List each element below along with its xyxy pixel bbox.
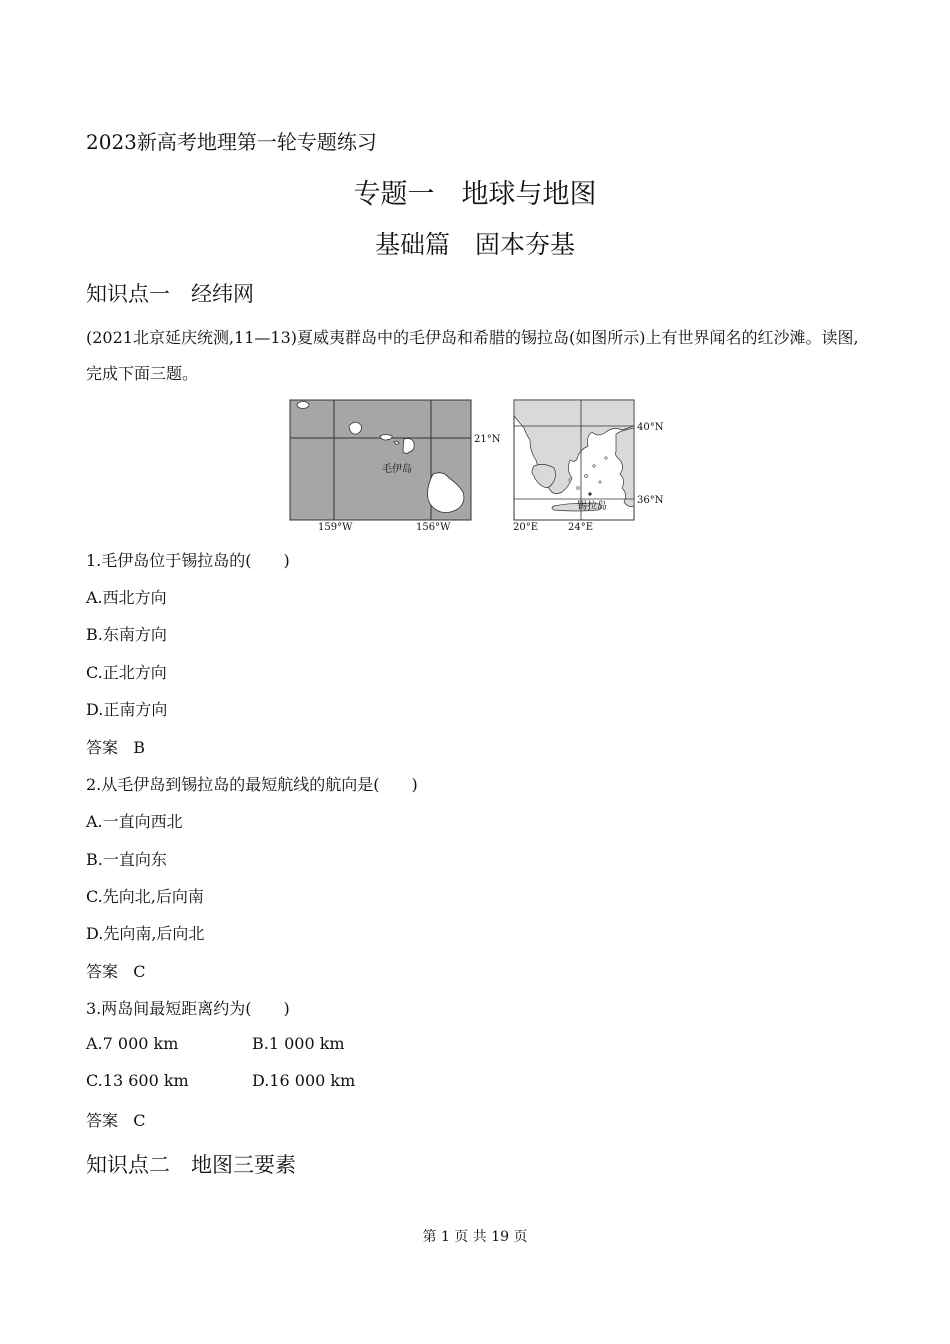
left-lon-label-1: 159°W (318, 522, 353, 533)
thera-marker (588, 492, 591, 495)
question-1-answer (86, 735, 145, 758)
map-figure (286, 396, 666, 534)
island-shape (297, 402, 309, 409)
left-lat-label: 21°N (474, 434, 501, 445)
page-footer: 第 1 页 共 19 页 (422, 1229, 528, 1245)
right-lat-label-2: 36°N (637, 495, 664, 506)
answer-label: 答案 (86, 962, 119, 981)
question-3-option-c: C.13 600 km (86, 1071, 189, 1090)
question-1-option-b: B.东南方向 (86, 625, 167, 644)
section-heading-2: 知识点二 地图三要素 (86, 1153, 296, 1177)
section-heading-1: 知识点一 经纬网 (86, 282, 254, 306)
maui-map (290, 400, 501, 533)
answer-value: C (133, 1111, 146, 1130)
answer-value: B (133, 738, 146, 757)
thera-map (513, 400, 664, 533)
right-lon-label-1: 20°E (513, 522, 539, 533)
question-2-stem: 2.从毛伊岛到锡拉岛的最短航线的航向是( ) (86, 775, 418, 794)
question-1-option-c: C.正北方向 (86, 663, 167, 682)
question-2-option-d: D.先向南,后向北 (86, 924, 205, 943)
answer-value: C (133, 962, 146, 981)
question-2-option-c: C.先向北,后向南 (86, 887, 204, 906)
right-lon-label-2: 24°E (568, 522, 594, 533)
question-3-option-a: A.7 000 km (86, 1034, 179, 1053)
answer-label: 答案 (86, 1111, 119, 1130)
right-lat-label-1: 40°N (637, 422, 664, 433)
question-2-option-a: A.一直向西北 (86, 812, 183, 831)
intro-paragraph: (2021北京延庆统测,11—13)夏威夷群岛中的毛伊岛和希腊的锡拉岛(如图所示)上有世界闻名的红沙滩。读图,完成下面三题。 (86, 328, 859, 383)
island-shape (380, 435, 392, 441)
chapter-subtitle: 基础篇 固本夯基 (374, 230, 575, 259)
question-3-option-d: D.16 000 km (252, 1071, 356, 1090)
question-1-option-d: D.正南方向 (86, 700, 168, 719)
island-shape (349, 422, 362, 434)
maui-label: 毛伊岛 (382, 464, 412, 475)
question-3-option-b: B.1 000 km (252, 1034, 345, 1053)
left-lon-label-2: 156°W (416, 522, 451, 533)
question-2-option-b: B.一直向东 (86, 850, 167, 869)
question-3-answer (86, 1108, 146, 1131)
question-2-answer (86, 959, 146, 982)
answer-label: 答案 (86, 738, 119, 757)
question-3-stem: 3.两岛间最短距离约为( ) (86, 999, 290, 1018)
chapter-title: 专题一 地球与地图 (353, 179, 597, 210)
document-header: 2023新高考地理第一轮专题练习 (86, 130, 377, 154)
question-1-option-a: A.西北方向 (86, 588, 167, 607)
question-1-stem: 1.毛伊岛位于锡拉岛的( ) (86, 551, 290, 570)
thera-label: 锡拉岛 (577, 501, 607, 512)
